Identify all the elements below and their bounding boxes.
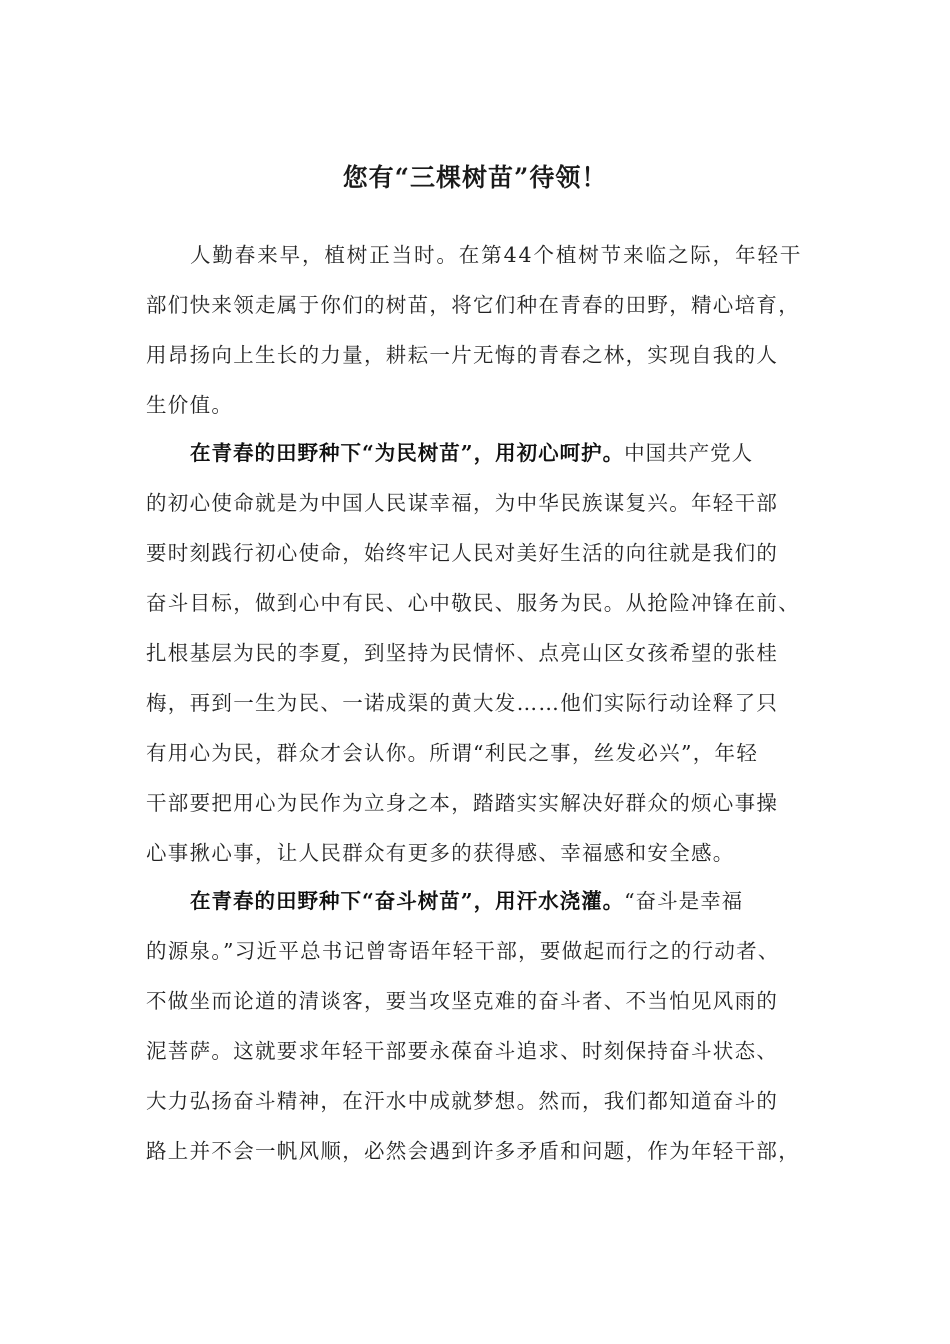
paragraph-text: 心事揪心事，让人民群众有更多的获得感、幸福感和安全感。 (146, 841, 735, 865)
paragraph-text: 路上并不会一帆风顺，必然会遇到许多矛盾和问题，作为年轻干部， (146, 1139, 800, 1163)
paragraph-heading: 在青春的田野种下“为民树苗”，用初心呵护。 (190, 441, 625, 465)
paragraph-text: 人勤春来早，植树正当时。在第44个植树节来临之际，年轻干 (190, 243, 803, 267)
paragraph-text: 奋斗目标，做到心中有民、心中敬民、服务为民。从抢险冲锋在前、 (146, 591, 800, 615)
paragraph-text: 的初心使命就是为中国人民谋幸福，为中华民族谋复兴。年轻干部 (146, 491, 779, 515)
paragraph-text: 用昂扬向上生长的力量，耕耘一片无悔的青春之林，实现自我的人 (146, 343, 779, 367)
paragraph-text: 干部要把用心为民作为立身之本，踏踏实实解决好群众的烦心事操 (146, 791, 779, 815)
paragraph-text: 部们快来领走属于你们的树苗，将它们种在青春的田野，精心培育， (146, 293, 800, 317)
paragraph-text: 有用心为民，群众才会认你。所谓“利民之事，丝发必兴”，年轻 (146, 741, 759, 765)
paragraph-text: 泥菩萨。这就要求年轻干部要永葆奋斗追求、时刻保持奋斗状态、 (146, 1039, 779, 1063)
paragraph-text: 生价值。 (146, 393, 234, 417)
paragraph-text: “奋斗是幸福 (624, 889, 744, 913)
paragraph-text: 的源泉。”习近平总书记曾寄语年轻干部，要做起而行之的行动者、 (146, 939, 780, 963)
paragraph-lead-line (190, 889, 743, 913)
paragraph-text: 要时刻践行初心使命，始终牢记人民对美好生活的向往就是我们的 (146, 541, 779, 565)
paragraph-text: 中国共产党人 (624, 441, 754, 465)
paragraph-text: 扎根基层为民的李夏，到坚持为民情怀、点亮山区女孩希望的张桂 (146, 641, 779, 665)
paragraph-text: 梅，再到一生为民、一诺成渠的黄大发……他们实际行动诠释了只 (146, 691, 779, 715)
paragraph-text: 不做坐而论道的清谈客，要当攻坚克难的奋斗者、不当怕见风雨的 (146, 989, 779, 1013)
paragraph-lead-line (190, 441, 753, 465)
document-title: 您有“三棵树苗”待领！ (342, 163, 608, 192)
paragraph-text: 大力弘扬奋斗精神，在汗水中成就梦想。然而，我们都知道奋斗的 (146, 1089, 779, 1113)
paragraph-heading: 在青春的田野种下“奋斗树苗”，用汗水浇灌。 (190, 889, 625, 913)
